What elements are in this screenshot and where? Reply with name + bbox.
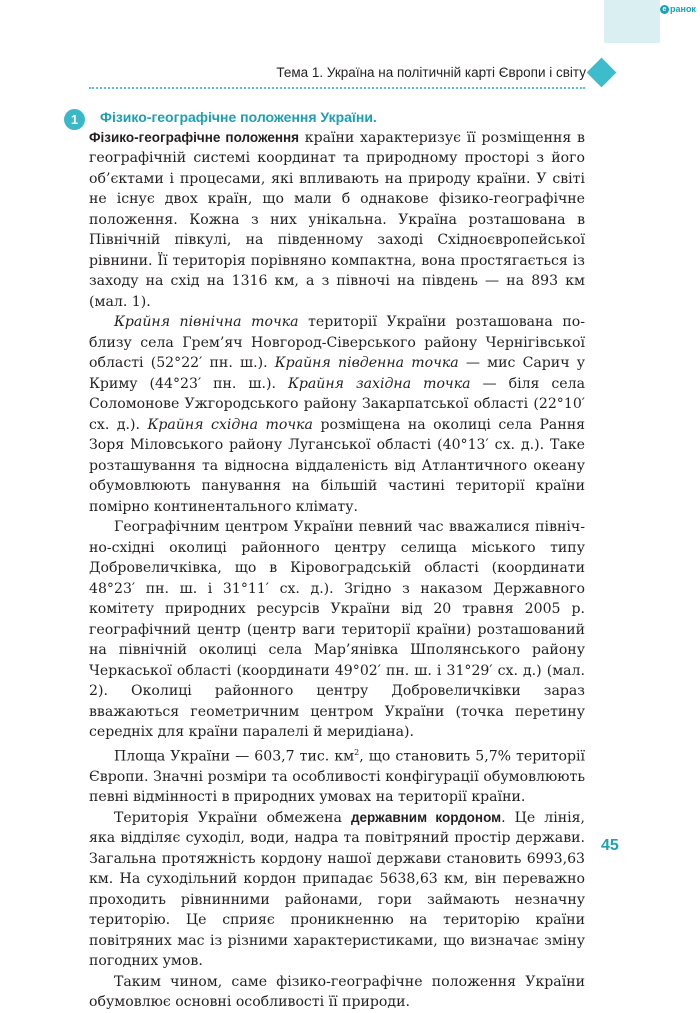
section-number-badge: 1 xyxy=(64,109,85,130)
paragraph-conclusion: Таким чином, саме фізико-географічне положення України обумовлює основні особливості її природи. xyxy=(89,973,585,1011)
term-east-point: Крайня східна точка xyxy=(147,416,313,433)
term-west-point: Крайня західна точка xyxy=(287,375,471,392)
logo-icon: e xyxy=(660,5,669,14)
publisher-logo xyxy=(660,2,700,16)
term-physical-position: Фізико-географічне положення xyxy=(89,129,300,145)
term-state-border: державним кордоном xyxy=(350,809,502,825)
logo-text: ранок xyxy=(670,4,696,14)
superscript: 2 xyxy=(354,747,360,757)
running-header-title: Тема 1. Україна на політичній карті Європи і світу xyxy=(276,65,586,80)
paragraph-text: території України розташована поблизу села Грем’яч Новгород-Сіверського району Чернігівської області (52°22′ пн. ш.). xyxy=(89,314,585,371)
paragraph-text: країни характеризує її розміщення в географічній системі координат та природному просторі з його об’єктами і процесами, які впливають на природу країни. У світі не існує двох країн, що мали б однакове фізико-географічне положення. Кожна з них унікальна. Україна розташована в Північній півкулі, на південному заході Східноєвропейської рівнини. Її територія порівняно компактна, вона простягається із заходу на схід на 1316 км, а з півночі на південь — на 893 км (мал. 1). xyxy=(89,129,585,310)
paragraph-border xyxy=(89,808,585,972)
paragraph-intro xyxy=(89,128,585,313)
paragraph-text: розміщена на околиці села Рання Зоря Міловського району Луганської області (40°13′ сх. д.). Таке розташування та відносна віддаленість від Атлантичного океану обумовлюють панування на більшій частині території країни помірно континентального клімату. xyxy=(89,416,586,515)
term-north-point: Крайня північна точка xyxy=(114,314,299,330)
section-title: Фізико-географічне положення України. xyxy=(100,109,377,125)
paragraph-text: . Це лінія, яка відділяє суходіл, води, надра та повітряний простір держави. Загальна протяжність кордону нашої держави становить 6993,63 км. На суходільний кордон припадає 5638,63 км, він переважно проходить рівнинними районами, гори займають незначну територію. Це сприяє проникненню на територію країни повітряних мас із різними характеристиками, що визначає зміну погодних умов. xyxy=(89,809,585,970)
body-text xyxy=(89,128,585,1013)
paragraph-text: Територія України обмежена xyxy=(114,809,351,826)
header-diamond-icon xyxy=(587,58,617,88)
corner-color-band xyxy=(604,0,660,43)
term-south-point: Крайня південна точка xyxy=(274,355,459,371)
header-dotted-rule xyxy=(89,87,585,89)
paragraph-text: , що становить 5,7% території Європи. Значні розміри та особливості конфігурації обумовлюють певні відмінності в природних умовах на території країни. xyxy=(89,748,585,806)
paragraph-text: Площа України — 603,7 тис. км xyxy=(114,748,355,765)
paragraph-text: — біля села Соломонове Ужгородського району Закарпатської області (22°10′ сх. д.). xyxy=(89,375,585,433)
paragraph-geographic-center: Географічним центром України певний час вважалися північно-східні околиці районного центру селища міського типу Добровеличківка, що в Кіровоградській області (координати 48°23′ пн. ш. і 31°11′ сх. д.). Згідно з наказом Державного комітету природних ресурсів України від 20 травня 2005 р. географічний центр (центр ваги території країни) розташований на північній околиці села Мар’янівка Шполянського району Черкаської області (координати 49°02′ пн. ш. і 31°29′ сх. д.) (мал. 2). Околиці районного центру Добровеличківки зараз вважаються геометричним центром України (точка перетину середніх для країни паралелі й меридіана). xyxy=(89,519,585,740)
page-number: 45 xyxy=(601,837,619,854)
paragraph-extreme-points xyxy=(89,312,585,517)
paragraph-text: — мис Сарич у Криму (44°23′ пн. ш.). xyxy=(89,355,586,392)
paragraph-area xyxy=(89,743,585,808)
